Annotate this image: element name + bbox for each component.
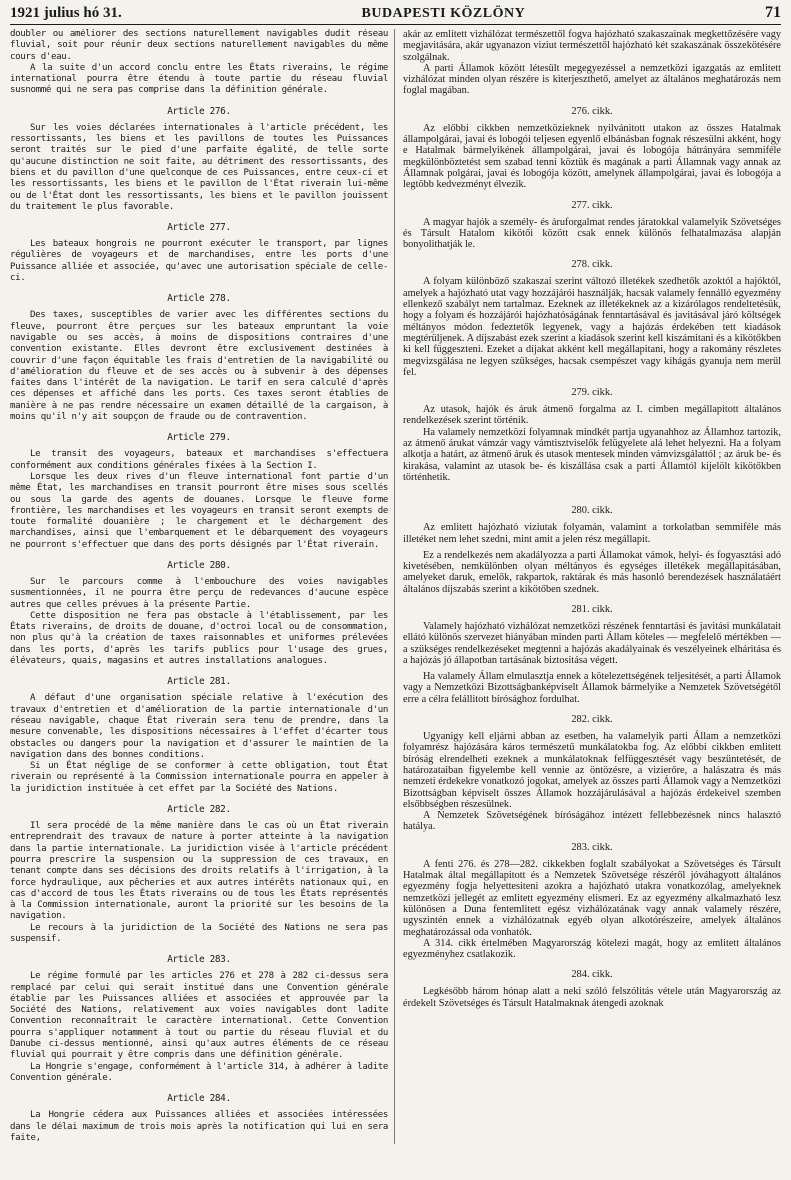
- paragraph: Az emlitett hajózható viziutak folyamán, valamint a torkolatban semmiféle más illetéket nem lehet szedni, mint amit a jelen rész megállapit.: [403, 522, 781, 545]
- article-heading: Article 281.: [167, 676, 231, 688]
- paragraph: Ha valamely Állam elmulasztja ennek a kötelezettségének teljesitését, a parti Államok vagy a Nemzetközi Bizottságbanképviselt Államok bármelyike a Nemzetek Szövetségétől erre a célra felállitott bírósághoz fordulhat.: [403, 671, 781, 705]
- paragraph: Valamely hajózható vizhálózat nemzetközi részének fenntartási és javitási munkálatait ellátó különös szervezet hiányában minden parti Állam köteles — megfelelő mértékben — a szükséges rendelkezéseket megtenni a hajózás akadályainak és veszélyeinek elháritása és a hajózás jó állapotban tartásának biztositása végett.: [403, 620, 781, 666]
- paragraph: A la suite d'un accord conclu entre les États riverains, le régime international pourra être étendu à toute partie du réseau fluvial susnommé qui ne sera pas comprise dans la définition générale.: [10, 62, 388, 96]
- paragraph: Ez a rendelkezés nem akadályozza a parti Államokat vámok, helyi- és fogyasztási adó kivetésében, nemkülönben olyan méltányos és egységes illetékek megállapitásában, amelyeket daruk, emelők, rakpartok, raktárak és más hasonló berendezések használatáért általános díjszabás szerint a kikötőben szednek.: [403, 549, 781, 595]
- paragraph: Si un État néglige de se conformer à cette obligation, tout État riverain ou représenté à la Commission internationale pourra en appeler à la juridiction instituée à cet effet par la Société des Nations.: [10, 761, 388, 794]
- paragraph: A fenti 276. és 278—282. cikkekben foglalt szabályokat a Szövetséges és Társult Hatalmak által megállapitott és a Nemzetek Szövetsége részéről jóváhagyott általános egyezmény fogja helyettesiteni azokra a hajózható utakra vonatkozólag, amelyeknek nemzetközi jellegét az emlitett egyezmény elismeri. Ez az egyezmény alkalmazható lesz különösen a Duna fentemlitett egész vizhálózatának vagy annak valamely részére, ugyszintén ennek a vizhálózatnak egyéb olyan alkotórészeire, amelyek általános meghatározással oda vonhatók.: [403, 858, 781, 938]
- article-heading: 277. cikk.: [571, 199, 613, 211]
- paragraph: La Hongrie s'engage, conformément à l'article 314, à adhérer à ladite Convention générale.: [10, 1061, 388, 1083]
- paragraph: Le transit des voyageurs, bateaux et marchandises s'effectuera conformément aux conditions générales fixées à la Section I.: [10, 449, 388, 471]
- article-heading: 281. cikk.: [571, 603, 613, 615]
- header-date: 1921 julius hó 31.: [10, 5, 122, 21]
- header-page-number: 71: [765, 4, 781, 21]
- article-heading: Article 282.: [167, 804, 231, 816]
- paragraph: A folyam különböző szakaszai szerint változó illetékek szedhetők azoktól a hajóktól, amelyek a hajózható utat vagy hozzájárói használják, hacsak valamely fennálló egyezmény ellenkező szabályt nem tartalmaz. Ezeknek az illetékeknek az a kizárólagos rendeltetésük, hogy a folyam és hozzájárói hajózhatóságának fenntartásával és javitásával járó költségek méltányos módon fedeztetők legyenek, vagy a hajózás érdekében tett kiadások megtérüljenek. A díjszabást ezek szerint a kiadások szerint kell kiszámitani és a kikötőkben ki kell függeszteni. Ezeket a díjakat akként kell megállapitani, hogy a rakomány részletes megvizsgálása ne legyen szükséges, hacsak csempészet vagy kihágás gyanuja nem merül fel.: [403, 276, 781, 378]
- paragraph: Il sera procédé de la même manière dans le cas où un État riverain entreprendrait des travaux de nature à porter atteinte à la navigation dans la partie internationale. La juridiction visée à l'article précédent pourra prescrire la suspension ou la suppression de ces travaux, en tenant compte dans ses décisions des droits relatifs à l'irrigation, à la force hydraulique, aux pêcheries et aux autres intérêts nationaux qui, en cas d'accord de tous les États riverains ou de tous les États représentés à la Commission internationale, auront la priorité sur les besoins de la navigation.: [10, 821, 388, 922]
- header-journal-title: BUDAPESTI KÖZLÖNY: [361, 6, 526, 21]
- french-column: [10, 29, 395, 1144]
- article-heading: Article 279.: [167, 432, 231, 444]
- paragraph: Az előbbi cikkben nemzetközieknek nyilvánitott utakon az összes Hatalmak állampolgárai, javai és lobogói teljesen egyenlő elbánásban fognak részesülni akként, hogy e Hatalmak bármelyikének állampolgárai, javai és lobogója hátrányára semmiféle megkülönböztetést sem szabad tenni köztük és magának a parti Államnak vagy annak az Államnak polgárai, javai és lobogója között, amelynek állampolgárai, javai és lobogója a legtöbb kedvezményt élvezik.: [403, 122, 781, 191]
- article-heading: 279. cikk.: [571, 387, 613, 399]
- article-heading: 278. cikk.: [571, 259, 613, 271]
- article-heading: Article 284.: [167, 1093, 231, 1105]
- paragraph: Le recours à la juridiction de la Société des Nations ne sera pas suspensif.: [10, 922, 388, 944]
- paragraph: Az utasok, hajók és áruk átmenő forgalma az I. cimben megállapitott általános rendelkezések szerint történik.: [403, 404, 781, 427]
- paragraph: Sur les voies déclarées internationales à l'article précédent, les ressortissants, les biens et les pavillons de toutes les Puissances seront traités sur le pied d'une parfaite égalité, de telle sorte qu'aucune distinction ne soit faite, au détriment des ressortissants, des biens et du pavillon d'une quelconque de ces Puissances, entre ceux-ci et les ressortissants, les biens et le pavillon de l'État riverain lui-même ou de l'État dont les ressortissants, les biens et le pavillon jouissent du traitement le plus favorable.: [10, 122, 388, 212]
- paragraph: La Hongrie cédera aux Puissances alliées et associées intéressées dans le délai maximum de trois mois après la notification qui lui en sera faite,: [10, 1110, 388, 1143]
- article-heading: 276. cikk.: [571, 105, 613, 117]
- article-heading: Article 277.: [167, 222, 231, 234]
- paragraph: Sur le parcours comme à l'embouchure des voies navigables susmentionnées, il ne pourra être perçu de redevances d'aucune espèce autres que celles prévues à la présente Partie.: [10, 576, 388, 610]
- paragraph: A parti Államok között létesült megegyezéssel a nemzetközi igazgatás az emlitett vizhálózat minden olyan részére is kiterjeszthető, amelyet az általános meghatározás nem foglal magában.: [403, 62, 781, 97]
- paragraph: Cette disposition ne fera pas obstacle à l'établissement, par les États riverains, de droits de douane, d'octroi local ou de consommation, non plus qu'à la création de taxes raisonnables et uniformes prélevées dans les ports, d'après les tarifs publics pour l'usage des grues, élévateurs, quais, magasins et autres installations analogues.: [10, 610, 388, 667]
- two-column-body: [10, 29, 781, 1144]
- paragraph: A 314. cikk értelmében Magyarország kötelezi magát, hogy az emlitett általános egyezményhez csatlakozik.: [403, 937, 781, 961]
- paragraph: Des taxes, susceptibles de varier avec les différentes sections du fleuve, pourront être perçues sur les bateaux empruntant la voie navigable ou ses accès, à moins de dispositions contraires d'une convention existante. Elles devront être exclusivement destinées à couvrir d'une façon équitable les frais d'entretien de la navigabilité ou d'amélioration du fleuve et de ses accès ou à subvenir à des dépenses faites dans l'intérêt de la navigation. Le tarif en sera calculé d'après ces dépenses et affiché dans les ports. Ces taxes seront établies de manière à ne pas rendre nécessaire un examen détaillé de la cargaison, à moins qu'il n'y ait soupçon de fraude ou de contravention.: [10, 310, 388, 423]
- paragraph: A magyar hajók a személy- és áruforgalmat rendes járatokkal valamelyik Szövetséges és Társult Hatalom kikötői között csak ennek különös felhatalmazása alapján bonyolithatják le.: [403, 216, 781, 251]
- article-heading: 283. cikk.: [571, 841, 613, 853]
- paragraph: Lorsque les deux rives d'un fleuve international font partie d'un même État, les marchandises en transit pourront être mises sous scellés ou sous la garde des agents de douanes. Lorsque le fleuve forme frontière, les marchandises et les voyageurs en transit seront exempts de toute formalité douanière ; le chargement et le déchargement des marchandises, ainsi que l'embarquement et le débarquement des voyageurs ne pourront s'effectuer que dans des ports désignés par l'État riverain.: [10, 471, 388, 550]
- paragraph: A défaut d'une organisation spéciale relative à l'exécution des travaux d'entretien et d'amélioration de la partie internationale d'un réseau navigable, chaque État riverain sera tenu de prendre, dans la mesure convenable, les dispositions nécessaires à l'effet d'écarter tous obstacles ou dangers pour la navigation et d'assurer le maintien de la navigation dans des bonnes conditions.: [10, 693, 388, 760]
- page-header: [10, 4, 781, 25]
- article-heading: Article 278.: [167, 293, 231, 305]
- paragraph: akár az emlitett vizhálózat természettől fogva hajózható szakaszainak megkettőzésére vagy megjavitására, akár ugyanazon viziut természettől hajózható két szakaszának összekötésére szolgálnak.: [403, 29, 781, 63]
- paragraph: Legkésőbb három hónap alatt a neki szóló felszólitás vétele után Magyarország az érdekelt Szövetséges és Társult Hatalmaknak átengedi azoknak: [403, 986, 781, 1009]
- article-heading: 284. cikk.: [571, 969, 613, 981]
- article-heading: Article 276.: [167, 105, 231, 117]
- article-heading: 282. cikk.: [571, 714, 613, 726]
- article-heading: 280. cikk.: [571, 505, 613, 517]
- paragraph: Les bateaux hongrois ne pourront exécuter le transport, par lignes régulières de voyageurs et de marchandises, entre les ports d'une Puissance alliée et associée, qu'avec une autorisation spéciale de celle-ci.: [10, 239, 388, 284]
- article-heading: Article 280.: [167, 559, 231, 571]
- paragraph: Ugyanigy kell eljárni abban az esetben, ha valamelyik parti Állam a nemzetközi folyamrész hajózására káros természetű munkálatokba fog. Az előbbi cikkben emlitett bíróság elrendelheti ezeknek a munkálatoknak felfüggesztését vagy beszüntetését, de határozataiban figyelembe kell vennie az öntözésre, a vizierőre, a halászatra és más nemzeti érdekekre vonatkozó jogokat, amelyek az összes parti Államok vagy a Nemzetközi Bizottságban képviselt összes Államok hozzájárulásával a hajózás érdekeivel szemben elsőbbségben részesülnek.: [403, 731, 781, 810]
- paragraph: Ha valamely nemzetközi folyamnak mindkét partja ugyanahhoz az Államhoz tartozik, az átmenő árukat vámzár vagy vámtisztviselők felügyelete alá lehet helyezni. Ha a folyam alkotja a határt, az átmenő áruk és utasok mentesek minden vámvizsgálattól ; az áruk be- és kirakása, valamint az utasok be- és kiszállása csak a parti Államtól kijelölt kikötőkben történhetik.: [403, 426, 781, 483]
- hungarian-column: [395, 29, 781, 1144]
- paragraph: Le régime formulé par les articles 276 et 278 à 282 ci-dessus sera remplacé par celui qui serait institué dans une Convention générale établie par les Puissances alliées et associées et approuvée par la Société des Nations, relativement aux voies navigables dont ladite Convention reconnaîtrait le caractère international. Cette Convention pourra s'appliquer notamment à tout ou partie du réseau fluvial et du Danube ci-dessus mentionné, ainsi qu'aux autres éléments de ce réseau fluvial qui pourrait y être compris dans une définition générale.: [10, 971, 388, 1061]
- paragraph: A Nemzetek Szövetségének bíróságához intézett fellebbezésnek nincs halasztó hatálya.: [403, 810, 781, 833]
- article-heading: Article 283.: [167, 954, 231, 966]
- paragraph: doubler ou améliorer des sections naturellement navigables dudit réseau fluvial, soit pour réunir deux sections naturellement navigables du même cours d'eau.: [10, 29, 388, 62]
